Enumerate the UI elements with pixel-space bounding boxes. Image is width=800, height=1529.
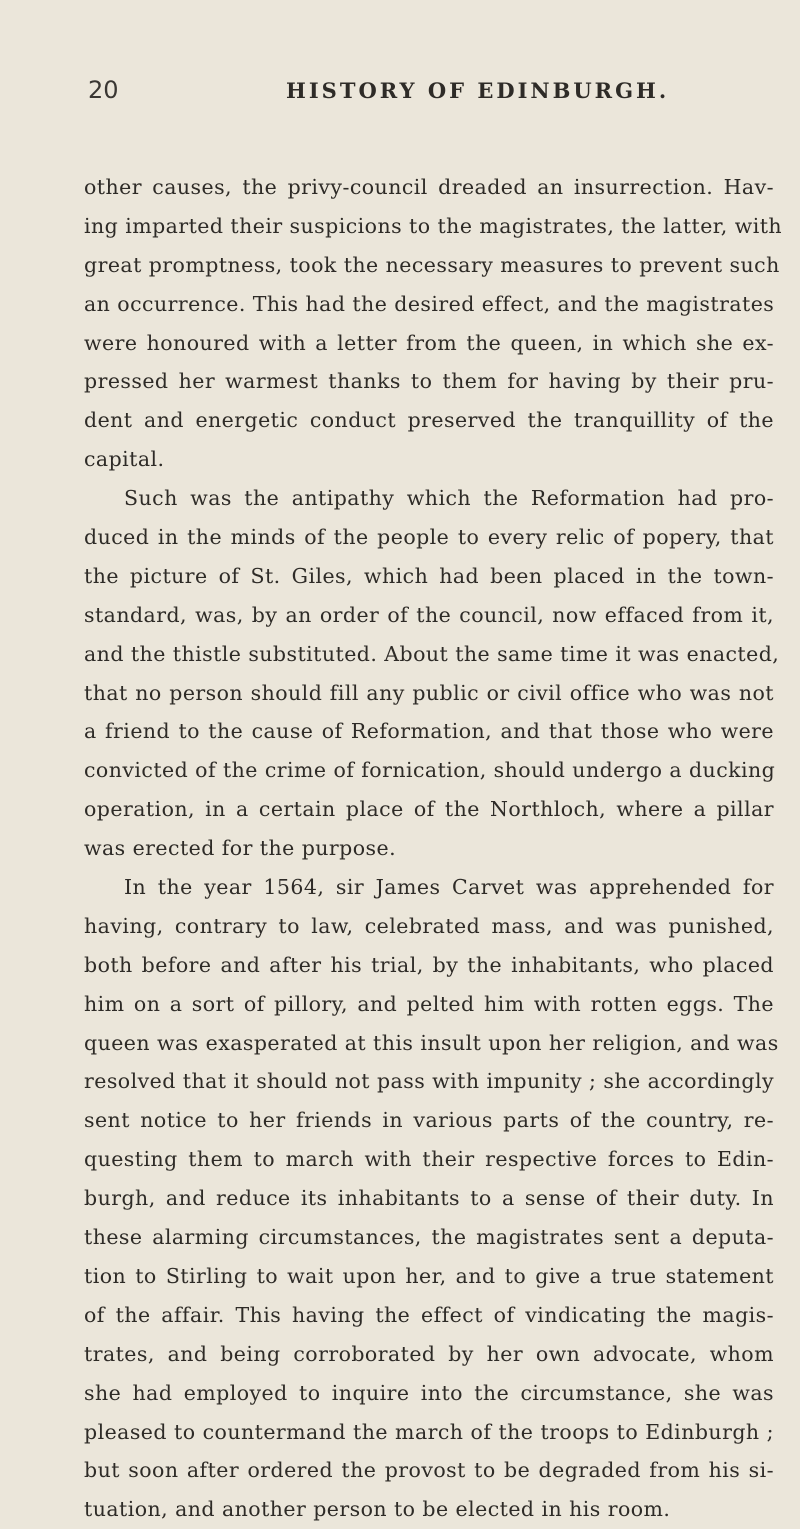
paragraph-1	[84, 168, 783, 479]
text-line: queen was exasperated at this insult upon her religion, and was	[84, 1030, 779, 1055]
text-line: resolved that it should not pass with impunity ; she accordingly	[84, 1069, 774, 1094]
text-line: convicted of the crime of fornication, should undergo a ducking	[84, 758, 776, 783]
text-line: him on a sort of pillory, and pelted him with rotten eggs. The	[84, 991, 774, 1016]
running-title: HISTORY OF EDINBURGH.	[286, 78, 670, 103]
text-line: she had employed to inquire into the circumstance, she was	[84, 1380, 774, 1405]
text-line: a friend to the cause of Reformation, and that those who were	[84, 719, 774, 744]
text-line: Such was the antipathy which the Reformation had pro-	[124, 486, 774, 511]
text-line: questing them to march with their respective forces to Edin-	[84, 1147, 774, 1172]
text-line: these alarming circumstances, the magistrates sent a deputa-	[84, 1225, 774, 1250]
text-line: was erected for the purpose.	[84, 836, 397, 861]
text-line: both before and after his trial, by the inhabitants, who placed	[84, 952, 774, 977]
paragraph-3	[84, 868, 779, 1529]
text-line: but soon after ordered the provost to be degraded from his si-	[84, 1458, 774, 1483]
text-line: In the year 1564, sir James Carvet was apprehended for	[124, 875, 774, 900]
text-line: pleased to countermand the march of the troops to Edinburgh ;	[84, 1419, 774, 1444]
text-line: trates, and being corroborated by her own advocate, whom	[84, 1341, 774, 1366]
text-line: pressed her warmest thanks to them for having by their pru-	[84, 369, 774, 394]
text-line: an occurrence. This had the desired effect, and the magistrates	[84, 291, 775, 316]
text-line: having, contrary to law, celebrated mass, and was punished,	[84, 913, 774, 938]
text-line: and the thistle substituted. About the same time it was enacted,	[84, 641, 780, 666]
text-line: of the affair. This having the effect of vindicating the magis-	[84, 1302, 774, 1327]
text-line: dent and energetic conduct preserved the tranquillity of the	[84, 408, 774, 433]
text-line: ing imparted their suspicions to the magistrates, the latter, with	[84, 213, 783, 238]
text-line: operation, in a certain place of the Northloch, where a pillar	[84, 797, 774, 822]
text-line: burgh, and reduce its inhabitants to a sense of their duty. In	[84, 1186, 774, 1211]
text-line: duced in the minds of the people to every relic of popery, that	[84, 525, 774, 550]
paragraph-2	[84, 479, 780, 868]
text-line: were honoured with a letter from the queen, in which she ex-	[84, 330, 774, 355]
page-number: 20	[88, 76, 119, 104]
text-line: standard, was, by an order of the council, now effaced from it,	[84, 602, 774, 627]
text-line: that no person should fill any public or civil office who was not	[84, 680, 774, 705]
text-line: the picture of St. Giles, which had been placed in the town-	[84, 563, 774, 588]
text-line: capital.	[84, 447, 165, 472]
text-line: tuation, and another person to be elected in his room.	[84, 1497, 671, 1522]
text-line: tion to Stirling to wait upon her, and to give a true statement	[84, 1263, 774, 1288]
text-line: sent notice to her friends in various parts of the country, re-	[84, 1108, 774, 1133]
running-head	[88, 76, 768, 116]
body-text	[84, 168, 783, 1529]
text-line: great promptness, took the necessary measures to prevent such	[84, 252, 780, 277]
text-line: other causes, the privy-council dreaded an insurrection. Hav-	[84, 175, 774, 199]
